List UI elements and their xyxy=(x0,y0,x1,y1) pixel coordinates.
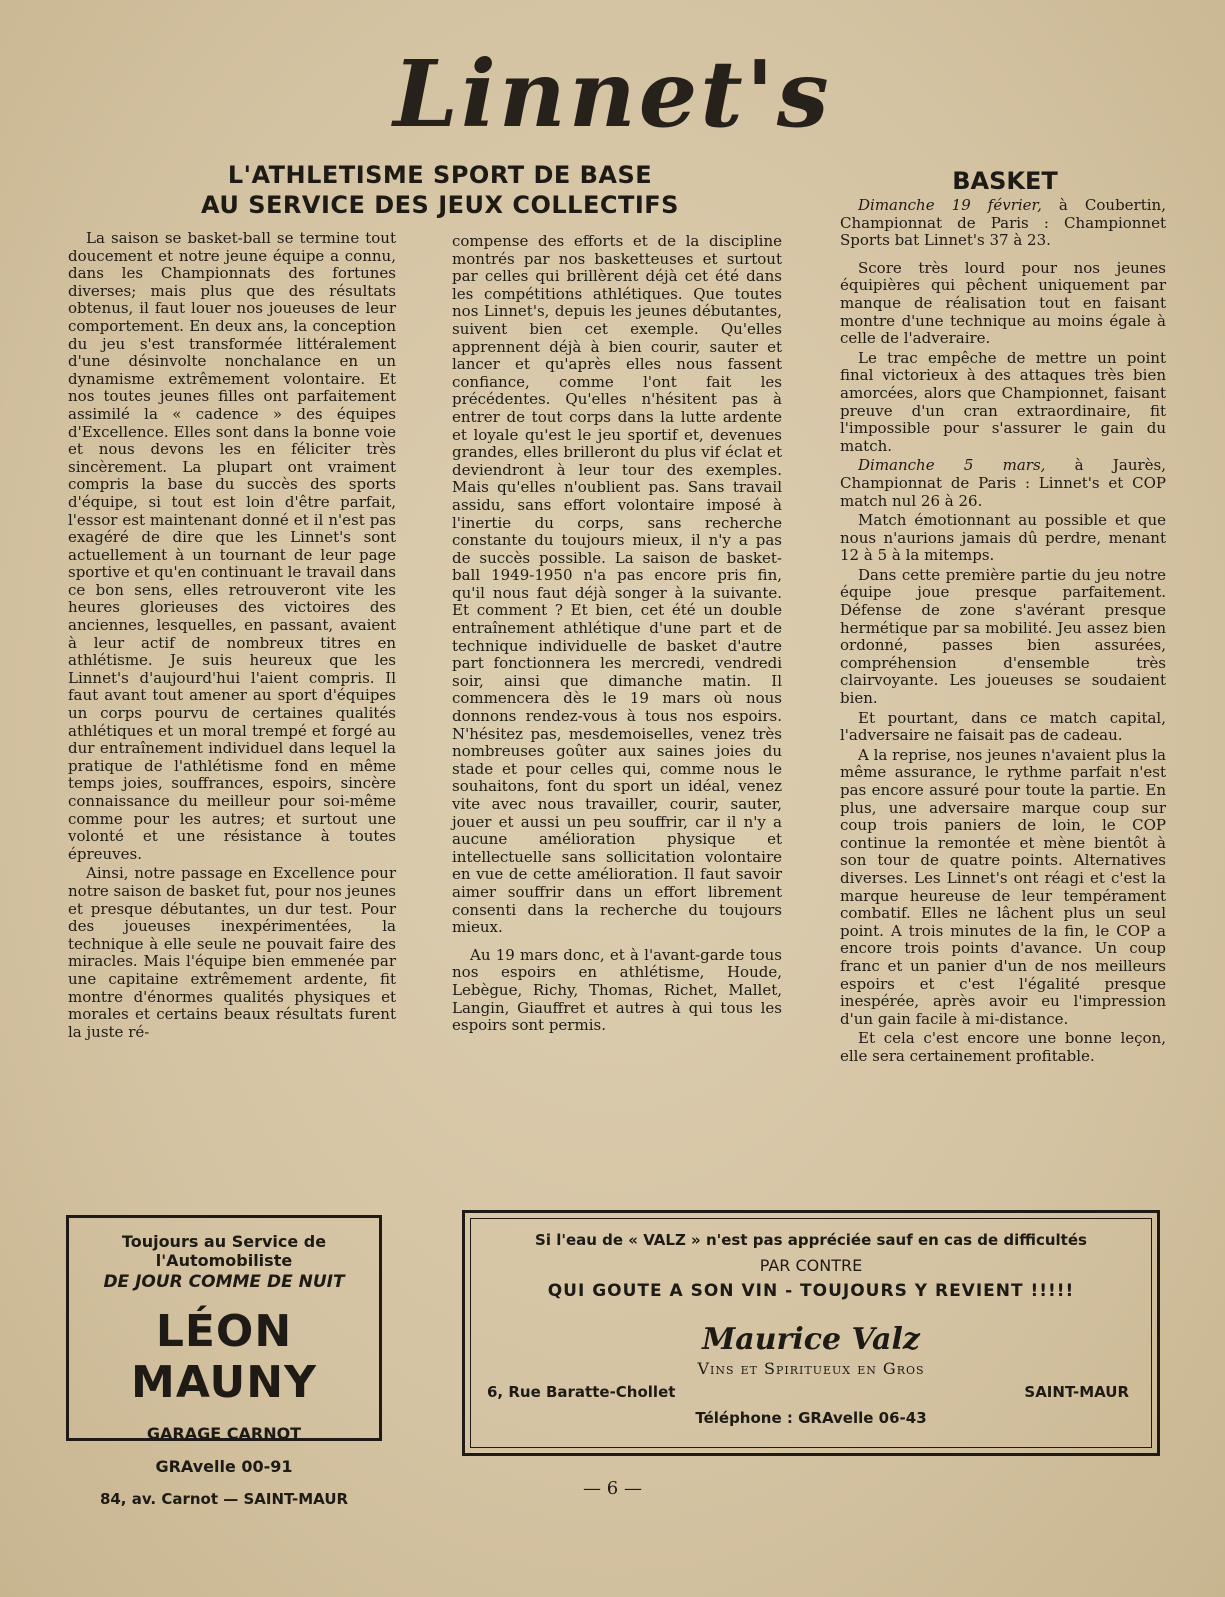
ad-garage-name: GARAGE CARNOT xyxy=(146,1424,302,1443)
basket-text: à Jaurès, Championnat de Paris : Linnet's et COP match nul 26 à 26. xyxy=(840,456,1166,510)
ad-business-type: Vins et Spiritueux en Gros xyxy=(697,1359,925,1378)
wine-advertisement xyxy=(462,1210,1160,1456)
ad-address: 84, av. Carnot — SAINT-MAUR xyxy=(99,1490,349,1508)
basket-paragraph: Et cela c'est encore une bonne leçon, elle sera certainement profitable. xyxy=(840,1029,1166,1065)
ad-phone: GRAvelle 00-91 xyxy=(155,1457,293,1476)
basket-paragraph: Et pourtant, dans ce match capital, l'adversaire ne faisait pas de cadeau. xyxy=(840,708,1166,745)
basket-date: Dimanche 5 mars, xyxy=(858,456,1046,475)
ad-inner-border xyxy=(470,1218,1152,1448)
basket-date: Dimanche 19 février, xyxy=(858,196,1042,214)
headline-line-2: AU SERVICE DES JEUX COLLECTIFS xyxy=(201,191,679,219)
ad-business-name: LÉON MAUNY xyxy=(131,1306,317,1408)
ad-slogan: Si l'eau de « VALZ » n'est pas appréciée sauf en cas de difficultés xyxy=(535,1231,1087,1249)
article-paragraph: compense des efforts et de la discipline montrés par nos basketteuses et surtout par celles qui brillèrent déjà cet été dans les compétitions athlétiques. Que toutes nos Linnet's, depuis les jeunes débutantes, suivent bien cet exemple. Qu'elles apprennent déjà à bien courir, sauter et lancer et qu'après elles nous fassent confiance, comme l'ont fait les précédentes. Qu'elles n'hésitent pas à entrer de tout corps dans la lutte ardente et loyale qu'est le jeu sportif et, devenues grandes, elles brilleront du plus vif éclat et deviendront à leur tour des exemples. Mais qu'elles n'oublient pas. Sans travail assidu, sans effort volontaire imposé à l'inertie du corps, sans recherche constante du toujours mieux, il n'y a pas de succès possible. La saison de basket-ball 1949-1950 n'a pas encore pris fin, qu'il nous faut déjà songer à la suivante. Et comment ? Et bien, cet été un double entraînement athlétique d'une part et de technique individuelle de basket d'autre part fonctionnera les mercredi, vendredi soir, ainsi que dimanche matin. Il commencera dès le 19 mars où nous donnons rendez-vous à tous nos espoirs. N'hésitez pas, mesdemoiselles, venez très nombreuses goûter aux saines joies du stade et pour celles qui, comme nous le souhaitons, font du sport un idéal, venez vite avec nous travailler, courir, sauter, jouer et aussi un peu souffrir, car il n'y a aucune amélioration physique et intellectuelle sans sollicitation volontaire en vue de cette amélioration. Il faut savoir aimer souffrir dans un effort librement consenti dans la recherche du toujours mieux. xyxy=(452,232,782,937)
basket-paragraph: Le trac empêche de mettre un point final victorieux à des attaques très bien amorcées, alors que Championnet, faisant preuve d'un cran extraordinaire, fit l'impossible pour s'assurer le gain du match. xyxy=(840,348,1166,455)
basket-column xyxy=(840,197,1166,1068)
article-paragraph: Ainsi, notre passage en Excellence pour notre saison de basket fut, pour nos jeunes et presque débutantes, un dur test. Pour des joueuses inexpérimentées, la technique à elle seule ne pouvait faire des miracles. Mais l'équipe bien emmenée par une capitaine extrêmement ardente, fit montre d'énormes qualités physiques et morales et certains beaux résultats furent la juste ré- xyxy=(68,864,396,1041)
ad-subtagline: DE JOUR COMME DE NUIT xyxy=(103,1272,345,1292)
garage-advertisement xyxy=(66,1215,382,1508)
ad-address: 6, Rue Baratte-Chollet xyxy=(487,1383,676,1401)
article-paragraph: La saison se basket-ball se termine tout doucement et notre jeune équipe a connu, dans les Championnats des fortunes diverses; mais plus que des résultats obtenus, il faut louer nos joueuses de leur comportement. En deux ans, la conception du jeu s'est transformée littéralement d'une désinvolte nonchalance en un dynamisme extrêmement volontaire. Et nos toutes jeunes filles ont parfaitement assimilé la « cadence » des équipes d'Excellence. Elles sont dans la bonne voie et nous devons les en féliciter très sincèrement. La plupart ont vraiment compris la base du succès des sports d'équipe, si tout est loin d'être parfait, l'essor est maintenant donné et il n'est pas exagéré de dire que les Linnet's sont actuellement à un tournant de leur page sportive et qu'en continuant le travail dans ce bon sens, elles retrouveront vite les heures glorieuses des victoires des anciennes, lesquelles, en passant, avaient à leur actif de nombreux titres en athlétisme. Je suis heureux que les Linnet's d'aujourd'hui l'aient compris. Il faut avant tout amener au sport d'équipes un corps pourvu de certaines qualités athlétiques et un moral trempé et forgé au dur entraînement individuel dans lequel la pratique de l'athlétisme fond en même temps joies, souffrances, espoirs, sincère connaissance du meilleur pour soi-même comme pour les autres; et surtout une volonté et une résistance à toutes épreuves. xyxy=(68,229,396,863)
ad-city: SAINT-MAUR xyxy=(1024,1383,1129,1401)
article-headline xyxy=(140,160,740,220)
ad-phone: Téléphone : GRAvelle 06-43 xyxy=(695,1409,927,1427)
basket-paragraph: Score très lourd pour nos jeunes équipières qui pêchent uniquement par manque de réalisation tout en faisant montre d'une technique au moins égale à celle de l'adveraire. xyxy=(840,258,1166,348)
ad-business-name: Maurice Valz xyxy=(702,1322,920,1357)
masthead-title: Linnet's xyxy=(393,40,832,148)
basket-paragraph xyxy=(840,197,1166,250)
basket-paragraph: A la reprise, nos jeunes n'avaient plus la même assurance, le rythme parfait n'est pas encore assuré pour toute la partie. En plus, une adversaire marque coup sur coup trois paniers de loin, le COP continue la remontée et mène bientôt à son tour de quatre points. Alternatives diverses. Les Linnet's ont réagi et c'est la marque heureuse de leur tempérament combatif. Elles ne lâchent plus un seul point. A trois minutes de la fin, le COP a encore trois points d'avance. Un coup franc et un panier d'un de nos meilleurs espoirs et c'est l'égalité presque inespérée, après avoir eu l'impression d'un gain facile à mi-distance. xyxy=(840,745,1166,1028)
page-number: — 6 — xyxy=(583,1478,642,1499)
basket-paragraph: Dans cette première partie du jeu notre équipe joue presque parfaitement. Défense de zone s'avérant presque hermétique par sa mobilité. Jeu assez bien ordonné, passes bien assurées, compréhension d'ensemble très clairvoyante. Les joueuses se soudaient bien. xyxy=(840,565,1166,708)
basket-paragraph: Match émotionnant au possible et que nous n'aurions jamais dû perdre, menant 12 à 5 à la mitemps. xyxy=(840,511,1166,565)
headline-line-1: L'ATHLETISME SPORT DE BASE xyxy=(227,161,653,189)
basket-section-title: BASKET xyxy=(952,167,1058,195)
article-column-1 xyxy=(68,230,396,1043)
article-paragraph: Au 19 mars donc, et à l'avant-garde tous nos espoirs en athlétisme, Houde, Lebègue, Richy, Thomas, Richet, Mallet, Langin, Giauffret et autres à qui tous les espoirs sont permis. xyxy=(452,945,782,1035)
basket-paragraph xyxy=(840,457,1166,510)
ad-slogan-3: QUI GOUTE A SON VIN - TOUJOURS Y REVIENT !!!!! xyxy=(547,1281,1075,1301)
ad-tagline: Toujours au Service de l'Automobiliste xyxy=(121,1232,327,1270)
ad-slogan-2: PAR CONTRE xyxy=(759,1256,863,1275)
basket-text: à Coubertin, Championnat de Paris : Championnet Sports bat Linnet's 37 à 23. xyxy=(840,196,1166,250)
article-column-2 xyxy=(452,233,782,1037)
